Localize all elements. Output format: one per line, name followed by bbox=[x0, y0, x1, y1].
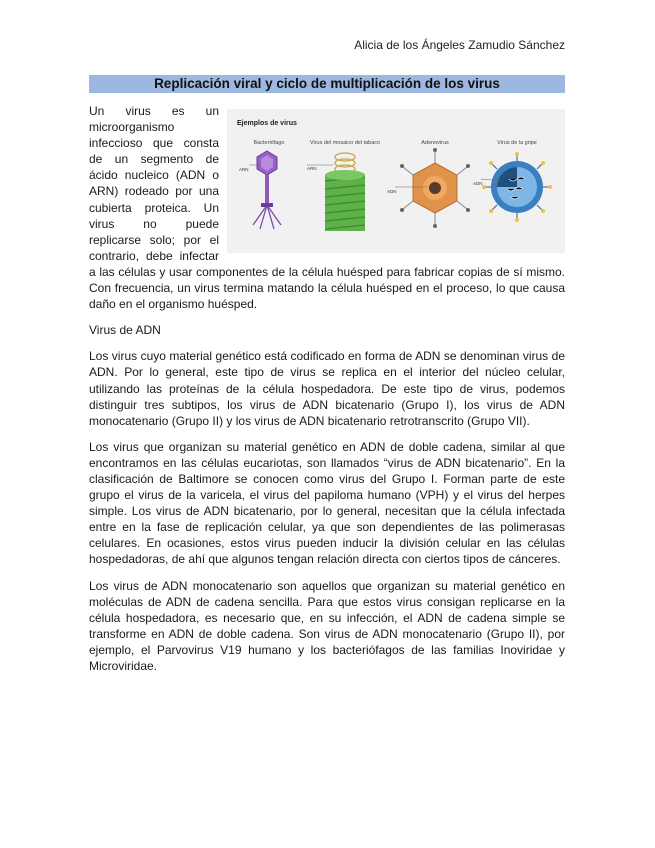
tag-arn-bacteriophage: ARN bbox=[239, 167, 249, 172]
label-adenovirus: Adenovirus bbox=[421, 140, 449, 146]
paragraph-adn-overview: Los virus cuyo material genético está codificado en forma de ADN se denominan virus de ADN. Por lo general, este tipo de virus se replica en el interior del núcleo celular, utilizando las proteínas de la célula hospedadora. De este tipo de virus, podemos distinguir tres subtipos, los virus de ADN bicatenario (Grupo I), los virus de ADN monocatenario (Grupo II) y los virus de ADN bicatenario retrotranscrito (Grupo VII). bbox=[89, 349, 565, 428]
label-tobacco-mosaic: Virus del mosaico del tabaco bbox=[309, 140, 381, 146]
influenza-virus-illustration bbox=[481, 152, 552, 222]
section-heading-adn: Virus de ADN bbox=[89, 323, 161, 338]
author-header: Alicia de los Ángeles Zamudio Sánchez bbox=[354, 38, 565, 52]
document-body bbox=[89, 103, 565, 684]
virus-examples-figure bbox=[227, 109, 565, 253]
intro-paragraph: Un virus es un microorganismo infeccioso que consta de un segmento de ácido nucleico (ADN o ARN) rodeado por una cubierta proteica. Un virus no puede replicarse solo; por el contrario, debe infectar a las células y usar componentes de la célula huésped para fabricar copias de sí mismo. Con frecuencia, un virus termina matando la célula huésped en el proceso, lo que causa daño en el organismo huésped. bbox=[89, 104, 565, 312]
label-bacteriophage: Bacteriófago bbox=[253, 140, 285, 146]
tag-adn-adenovirus: ADN bbox=[387, 189, 397, 194]
bacteriophage-illustration bbox=[249, 151, 281, 229]
adenovirus-illustration bbox=[395, 148, 470, 228]
tag-adn-influenza: ADN bbox=[473, 181, 483, 186]
tag-arn-tobacco: ARN bbox=[307, 166, 317, 171]
paragraph-adn-monocatenario: Los virus de ADN monocatenario son aquellos que organizan su material genético en moléculas de ADN de cadena sencilla. Para que estos virus consigan replicarse en la célula hospedadora, es necesario que, en su infección, el ADN de cadena simple se transforme en ADN de doble cadena. Son virus de ADN monocatenario (Grupo II), por ejemplo, el Parvovirus V19 humano y los bacteriófagos de las familias Inoviridae y Microviridae. bbox=[89, 578, 565, 673]
paragraph-adn-bicatenario: Los virus que organizan su material genético en ADN de doble cadena, similar al que encontramos en las células eucariotas, son llamados “virus de ADN bicatenario”. En la clasificación de Baltimore se conocen como virus del Grupo I. Forman parte de este grupo el virus de la varicela, el virus del papiloma humano (VPH) y el virus del herpes simple. Los virus de ADN bicatenario, por lo general, necesitan que la célula infectada entre en la fase de replicación celular, ya que son dependientes de las polimerasas celulares. En ocasiones, estos virus pueden inducir la división celular en las células hospedadoras, de ahí que algunos tengan relación directa con ciertos tipos de cánceres. bbox=[89, 439, 565, 567]
figure-title: Ejemplos de virus bbox=[237, 120, 297, 127]
document-title: Replicación viral y ciclo de multiplicación de los virus bbox=[89, 75, 565, 93]
label-influenza: Virus de la gripe bbox=[497, 140, 537, 146]
